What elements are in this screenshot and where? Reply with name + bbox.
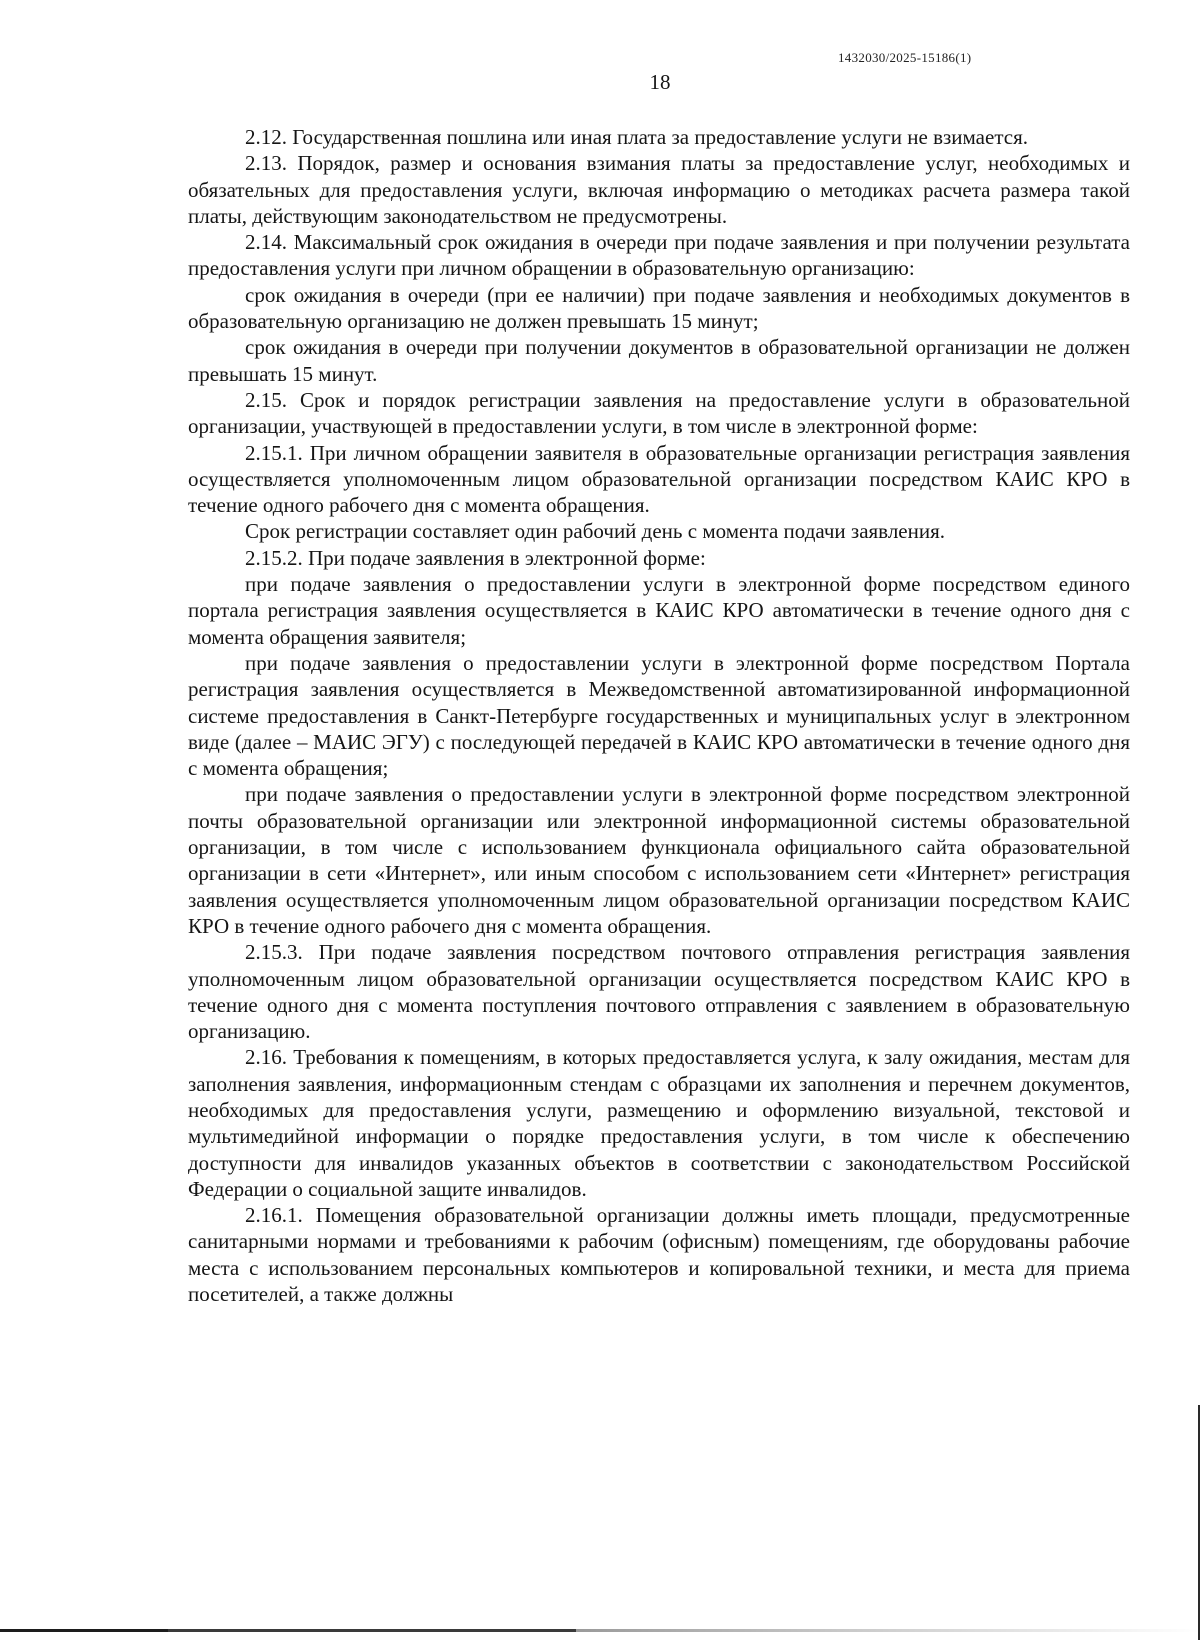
paragraph-portal-mais: при подаче заявления о предоставлении услуги в электронной форме посредством Портала регистрация заявления осуществляется в Межведомственной автоматизированной информационной системе предоставления в Санкт-Петербурге государственных и муниципальных услуг в электронном виде (далее – МАИС ЭГУ) с последующей передачей в КАИС КРО автоматически в течение одного дня с момента обращения; [188,650,1130,781]
paragraph-single-portal: при подаче заявления о предоставлении услуги в электронной форме посредством единого портала регистрация заявления осуществляется в КАИС КРО автоматически в течение одного дня с момента обращения заявителя; [188,572,1130,649]
paragraph-email-internet: при подаче заявления о предоставлении услуги в электронной форме посредством электронной почты образовательной организации или электронной информационной системы образовательной организации, в том числе с использованием функционала официального сайта образовательной организации в сети «Интернет», или иным способом с использованием сети «Интернет» регистрация заявления осуществляется уполномоченным лицом образовательной организации посредством КАИС КРО в течение одного рабочего дня с момента обращения. [188,782,1130,938]
paragraph-2-13: 2.13. Порядок, размер и основания взимания платы за предоставление услуг, необходимых и обязательных для предоставления услуги, включая информацию о методиках расчета размера такой платы, действующим законодательством не предусмотрены. [188,151,1130,228]
document-body [188,124,1130,1307]
paragraph-2-16: 2.16. Требования к помещениям, в которых предоставляется услуга, к залу ожидания, местам для заполнения заявления, информационным стендам с образцами их заполнения и перечнем документов, необходимых для предоставления услуги, размещению и оформлению визуальной, текстовой и мультимедийной информации о порядке предоставления услуги, в том числе к обеспечению доступности для инвалидов указанных объектов в соответствии с законодательством Российской Федерации о социальной защите инвалидов. [188,1045,1130,1201]
paragraph-2-15-3: 2.15.3. При подаче заявления посредством почтового отправления регистрация заявления уполномоченным лицом образовательной организации осуществляется посредством КАИС КРО в течение одного дня с момента поступления почтового отправления с заявлением в образовательную организацию. [188,940,1130,1044]
paragraph-registration-term: Срок регистрации составляет один рабочий день с момента подачи заявления. [245,519,946,544]
paragraph-2-15-1: 2.15.1. При личном обращении заявителя в образовательные организации регистрация заявления осуществляется уполномоченным лицом образовательной организации посредством КАИС КРО в течение одного рабочего дня с момента обращения. [188,440,1130,518]
paragraph-2-14: 2.14. Максимальный срок ожидания в очереди при подаче заявления и при получении результата предоставления услуги при личном обращении в образовательную организацию: [188,230,1130,281]
paragraph-2-12: 2.12. Государственная пошлина или иная плата за предоставление услуги не взимается. [245,125,1028,149]
scan-bottom-edge [0,1629,1200,1632]
page-number: 18 [649,70,671,94]
paragraph-2-14-queue-receipt: срок ожидания в очереди при получении документов в образовательной организации не должен превышать 15 минут. [188,335,1130,386]
paragraph-2-14-queue-submission: срок ожидания в очереди (при ее наличии) при подаче заявления и необходимых документов в образовательную организацию не должен превышать 15 минут; [188,282,1130,334]
paragraph-2-15: 2.15. Срок и порядок регистрации заявления на предоставление услуги в образовательной организации, участвующей в предоставлении услуги, в том числе в электронной форме: [188,387,1130,439]
paragraph-2-15-2: 2.15.2. При подаче заявления в электронной форме: [245,545,706,570]
document-registration-number: 1432030/2025-15186(1) [838,50,972,65]
paragraph-2-16-1: 2.16.1. Помещения образовательной организации должны иметь площади, предусмотренные санитарными нормами и требованиями к рабочим (офисным) помещениям, где оборудованы рабочие места с использованием персональных компьютеров и копировальной техники, и места для приема посетителей, а также должны [188,1203,1130,1307]
